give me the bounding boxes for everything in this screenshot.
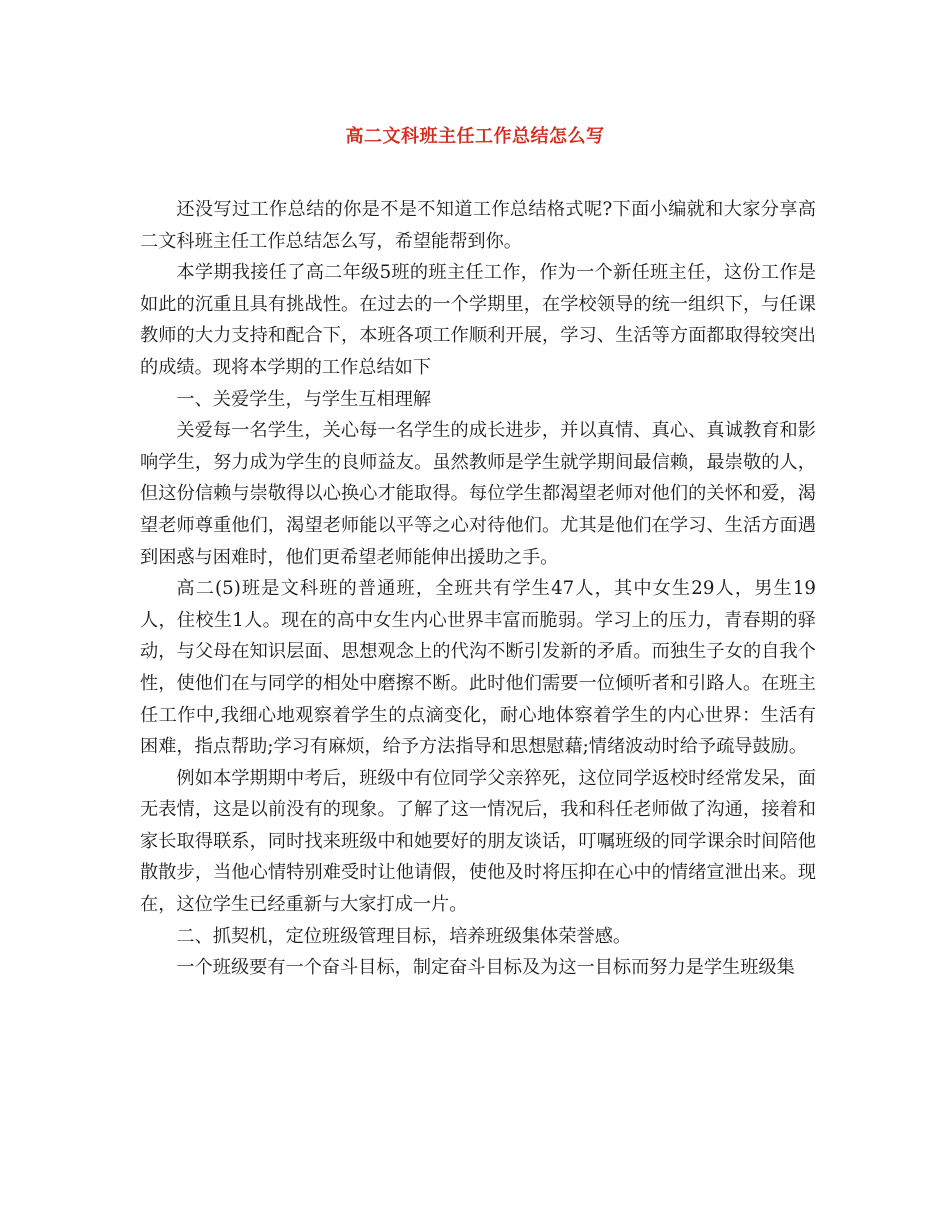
section-heading-2: 二、抓契机，定位班级管理目标，培养班级集体荣誉感。 <box>176 925 632 947</box>
paragraph-class-info: 高二(5)班是文科班的普通班，全班共有学生47人，其中女生29人，男生19人，住校生1人。现在的高中女生内心世界丰富而脆弱。学习上的压力，青春期的驿动，与父母在知识层面、思想观念上的代沟不断引发新的矛盾。而独生子女的自我个性，使他们在与同学的相处中磨擦不断。此时他们需要一位倾听者和引路人。在班主任工作中,我细心地观察着学生的点滴变化，耐心地体察着学生的内心世界：生活有困难，指点帮助;学习有麻烦，给予方法指导和思想慰藉;情绪波动时给予疏导鼓励。 <box>140 578 816 758</box>
document-title: 高二文科班主任工作总结怎么写 <box>345 126 605 147</box>
document-body <box>140 194 816 984</box>
paragraph-care: 关爱每一名学生，关心每一名学生的成长进步，并以真情、真心、真诚教育和影响学生，努力成为学生的良师益友。虽然教师是学生就学期间最信赖，最崇敬的人，但这份信赖与崇敬得以心换心才能取得。每位学生都渴望老师对他们的关怀和爱，渴望老师尊重他们，渴望老师能以平等之心对待他们。尤其是他们在学习、生活方面遇到困惑与困难时，他们更希望老师能伸出援助之手。 <box>140 420 816 568</box>
section-heading-1: 一、关爱学生，与学生互相理解 <box>176 388 432 410</box>
paragraph-intro: 还没写过工作总结的你是不是不知道工作总结格式呢?下面小编就和大家分享高二文科班主任工作总结怎么写，希望能帮到你。 <box>140 199 816 252</box>
paragraph-goal: 一个班级要有一个奋斗目标，制定奋斗目标及为这一目标而努力是学生班级集 <box>176 957 795 979</box>
paragraph-overview: 本学期我接任了高二年级5班的班主任工作，作为一个新任班主任，这份工作是如此的沉重且具有挑战性。在过去的一个学期里，在学校领导的统一组织下，与任课教师的大力支持和配合下，本班各项工作顺利开展，学习、生活等方面都取得较突出的成绩。现将本学期的工作总结如下 <box>140 262 816 378</box>
paragraph-example: 例如本学期期中考后，班级中有位同学父亲猝死，这位同学返校时经常发呆，面无表情，这是以前没有的现象。了解了这一情况后，我和科任老师做了沟通，接着和家长取得联系，同时找来班级中和她要好的朋友谈话，叮嘱班级的同学课余时间陪他散散步，当他心情特别难受时让他请假，使他及时将压抑在心中的情绪宣泄出来。现在，这位学生已经重新与大家打成一片。 <box>140 767 816 916</box>
